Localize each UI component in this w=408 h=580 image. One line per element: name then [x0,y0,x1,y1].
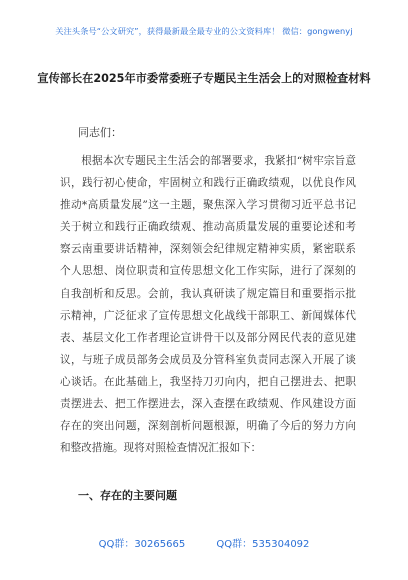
footer-contacts [0,535,408,550]
header-promo-note: 关注头条号“公文研究”，获得最新最全最专业的公文资料库！ 微信：gongwenyj [55,26,353,36]
section-heading: 一、存在的主要问题 [78,489,177,502]
salutation: 同志们： [78,126,122,139]
body-paragraph: 根据本次专题民主生活会的部署要求，我紧扣“树牢宗旨意识，践行初心使命，牢固树立和践行正确政绩观，以优良作风推动*高质量发展”这一主题，聚焦深入学习贯彻习近平总书记关于树立和践行正确政绩观、推动高质量发展的重要论述和考察云南重要讲话精神，深刻领会纪律规定精神实质，紧密联系个人思想、岗位职责和宣传思想文化工作实际，进行了深刻的自我剖析和反思。会前，我认真研读了规定篇目和重要指示批示精神，广泛征求了宣传思想文化战线干部职工、新闻媒体代表、基层文化工作者理论宣讲骨干以及部分网民代表的意见建议，与班子成员部务会成员及分管科室负责同志深入开展了谈心谈话。在此基础上，我坚持刀刃向内，把自己摆进去、把职责摆进去、把工作摆进去，深入查摆在政绩观、作风建设方面存在的突出问题，深刻剖析问题根源，明确了今后的努力方向和整改措施。现将对照检查情况汇报如下： [60,155,356,455]
document-title: 宣传部长在2025年市委常委班子专题民主生活会上的对照检查材料 [37,72,371,85]
footer-qq-group-2: QQ群：535304092 [216,539,310,550]
footer-qq-group-1: QQ群：30265665 [98,539,186,550]
